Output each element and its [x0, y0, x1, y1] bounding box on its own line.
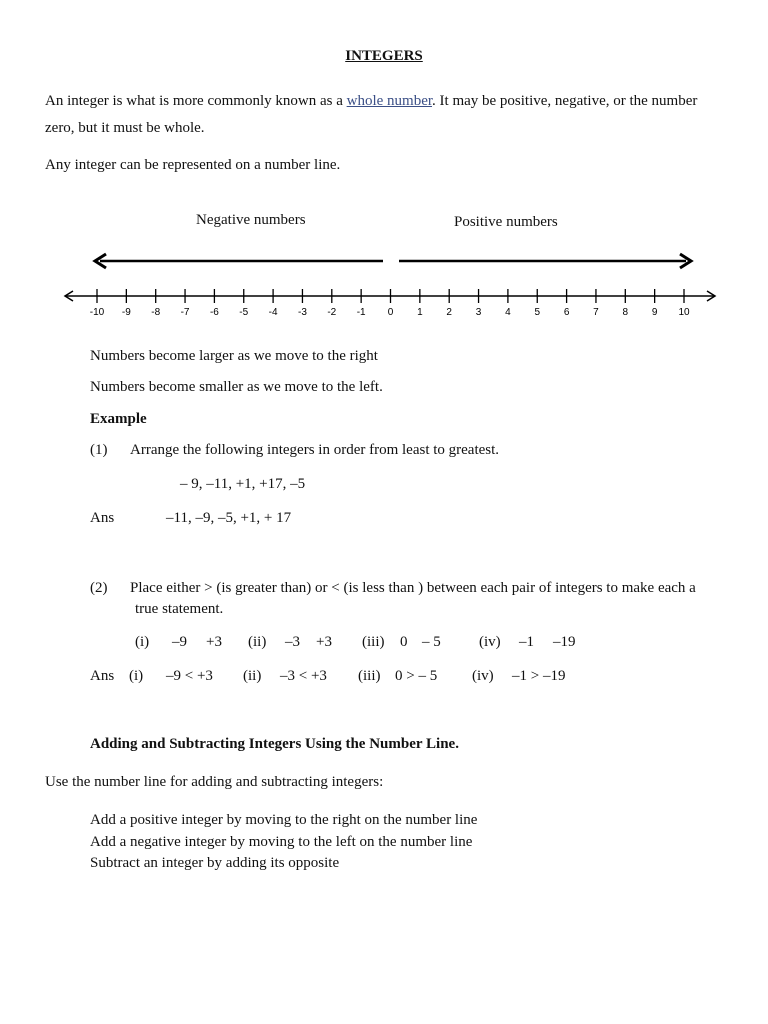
intro-paragraph: [45, 88, 725, 142]
number-line-intro: Any integer can be represented on a number line.: [45, 157, 341, 173]
rule-larger: Numbers become larger as we move to the right: [90, 348, 378, 364]
number-line-tick-label: 9: [651, 307, 658, 318]
number-line-tick-label: -8: [151, 307, 161, 318]
number-line-tick-label: 1: [417, 307, 423, 318]
q2-number: (2): [90, 580, 108, 596]
number-line-tick-label: 10: [678, 307, 690, 318]
example-heading: Example: [90, 411, 147, 427]
number-line-diagram: [0, 240, 768, 330]
number-line-tick-label: -5: [239, 307, 249, 318]
q2-item-a: –3: [285, 634, 300, 650]
section2-rule: Add a negative integer by moving to the left on the number line: [90, 834, 473, 850]
q2-answer-label: (iv): [472, 668, 494, 684]
q2-item-b: +3: [206, 634, 222, 650]
q2-text-line1: Place either > (is greater than) or < (is less than ) between each pair of integers to make each a: [130, 580, 696, 596]
rule-smaller: Numbers become smaller as we move to the left.: [90, 379, 383, 395]
number-line-tick-label: 4: [505, 307, 511, 318]
number-line-tick-label: 7: [593, 307, 599, 318]
number-line-tick-label: -7: [180, 307, 190, 318]
q1-ans-label: Ans: [90, 510, 115, 526]
q2-answer-value: –3 < +3: [280, 668, 327, 684]
q1-text: Arrange the following integers in order from least to greatest.: [130, 442, 500, 458]
q2-answer-value: 0 > – 5: [395, 668, 438, 684]
q2-answer-value: –9 < +3: [166, 668, 213, 684]
number-line-tick-label: -9: [121, 307, 131, 318]
q2-text-line2: true statement.: [135, 601, 224, 617]
q1-answer: –11, –9, –5, +1, + 17: [166, 510, 292, 526]
number-line-tick-label: 2: [446, 307, 452, 318]
q2-item-label: (ii): [248, 634, 267, 650]
section2-intro: Use the number line for adding and subtracting integers:: [45, 774, 384, 790]
q2-item-b: – 5: [422, 634, 441, 650]
number-line-tick-label: -10: [89, 307, 105, 318]
q1-list: – 9, –11, +1, +17, –5: [180, 476, 306, 492]
q1-number: (1): [90, 442, 108, 458]
page-title: INTEGERS: [345, 48, 423, 64]
number-line-tick-label: 5: [534, 307, 541, 318]
negative-numbers-label: Negative numbers: [196, 212, 306, 228]
number-line-tick-label: -4: [268, 307, 278, 318]
q2-ans-label: Ans: [90, 668, 115, 684]
q2-item-a: –9: [172, 634, 187, 650]
section2-rule: Subtract an integer by adding its opposite: [90, 855, 340, 871]
number-line-tick-label: -3: [297, 307, 307, 318]
section2-heading: Adding and Subtracting Integers Using the Number Line.: [90, 736, 459, 752]
q2-item-b: –19: [553, 634, 576, 650]
number-line-tick-label: -6: [209, 307, 219, 318]
q2-item-label: (iii): [362, 634, 385, 650]
number-line-tick-label: 0: [387, 307, 394, 318]
q2-item-a: 0: [400, 634, 408, 650]
number-line-tick-label: -1: [356, 307, 366, 318]
whole-number-link[interactable]: whole number: [346, 93, 433, 109]
q2-answer-label: (i): [129, 668, 144, 684]
positive-numbers-label: Positive numbers: [454, 214, 558, 230]
q2-answer-value: –1 > –19: [512, 668, 566, 684]
q2-item-a: –1: [519, 634, 534, 650]
number-line-tick-label: 6: [563, 307, 570, 318]
intro-text-after: . It may be positive, negative, or the number zero, but it must be whole.: [45, 93, 698, 136]
q2-item-label: (i): [135, 634, 150, 650]
q2-item-label: (iv): [479, 634, 501, 650]
number-line-tick-label: 3: [475, 307, 482, 318]
number-line-tick-label: -2: [327, 307, 337, 318]
number-line-tick-label: 8: [622, 307, 629, 318]
q2-answer-label: (iii): [358, 668, 381, 684]
q2-answer-label: (ii): [243, 668, 262, 684]
q2-item-b: +3: [316, 634, 332, 650]
section2-rule: Add a positive integer by moving to the right on the number line: [90, 812, 478, 828]
intro-text-before: An integer is what is more commonly known as a: [45, 93, 347, 109]
